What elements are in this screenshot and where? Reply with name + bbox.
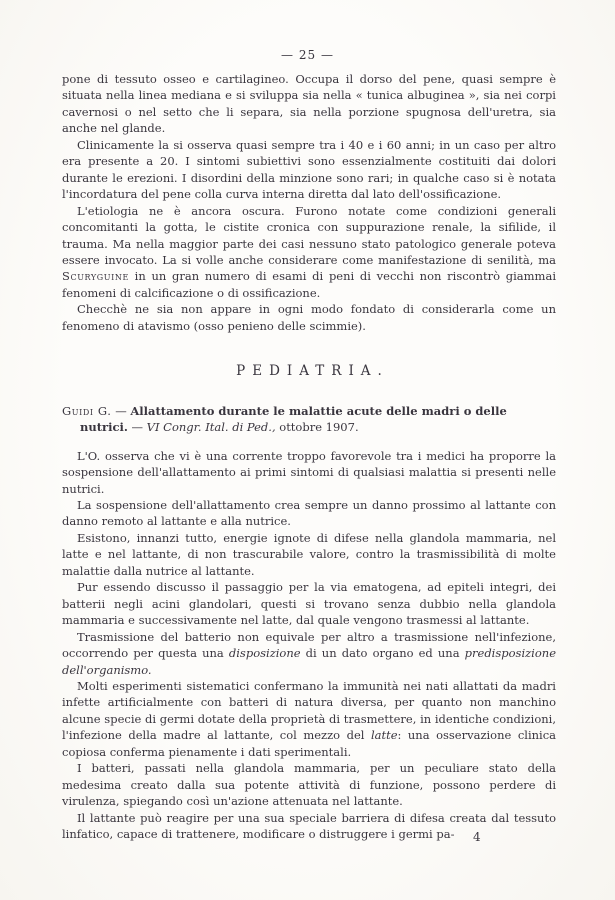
paragraph	[62, 629, 556, 678]
cited-author-name: Scuryguine	[62, 269, 129, 284]
paragraph-text: Molti esperimenti sistematici confermano la immunità nei nati allattati da madri infette artificialmente con batteri di natura diversa, per quanto non manchino alcune specie di germi dotate della proprietà di trasmettere, in identiche condizioni, l'infezione della madre al lattante, col mezzo del	[62, 678, 556, 743]
article-source: VI Congr. Ital. di Ped.,	[146, 420, 276, 435]
emphasized-term: latte	[370, 728, 398, 743]
emphasized-term: predisposizione dell'organismo.	[62, 646, 556, 677]
paragraph	[62, 203, 556, 302]
paragraph-text: in un gran numero di esami di peni di vecchi non riscontrò giammai fenomeni di calcificazione o di ossificazione.	[62, 269, 556, 300]
paragraph-continuation: pone di tessuto osseo e cartilagineo. Occupa il dorso del pene, quasi sempre è situata nella linea mediana e si sviluppa sia nella « tunica albuginea », sia nei corpi cavernosi o nel setto che li separa, sia nella porzione spugnosa dell'uretra, sia anche nel glande.	[62, 72, 556, 136]
dash-separator: —	[111, 403, 131, 418]
article-author: Guidi G.	[62, 403, 112, 418]
paragraph: Esistono, innanzi tutto, energie ignote di difese nella glandola mammaria, nel latte e nel lattante, di non trascurabile valore, contro la trasmissibilità di molte malattie dalla nutrice al lattante.	[62, 530, 556, 578]
paragraph: Il lattante può reagire per una sua speciale barriera di difesa creata dal tessuto linfatico, capace di trattenere, modificare o distruggere i germi pa-	[62, 810, 556, 842]
article-title: Allattamento durante le malattie acute delle madri o delle nutrici.	[80, 403, 507, 435]
paragraph: La sospensione dell'allattamento crea sempre un danno prossimo al lattante con danno remoto al lattante e alla nutrice.	[62, 497, 556, 529]
paragraph: Checchè ne sia non appare in ogni modo fondato di considerarla come un fenomeno di atavismo (osso penieno delle scimmie).	[62, 302, 556, 333]
signature-number: 4	[473, 830, 481, 844]
article-source-date: ottobre 1907.	[275, 420, 359, 435]
dash-separator: —	[127, 420, 147, 435]
article-entry	[62, 403, 556, 436]
section-heading: PEDIATRIA.	[236, 363, 389, 380]
emphasized-term: disposizione	[228, 646, 301, 661]
paragraph: Clinicamente la si osserva quasi sempre tra i 40 e i 60 anni; in un caso per altro era presente a 20. I sintomi subiettivi sono essenzialmente costituiti dai dolori durante le erezioni. I disordini della minzione sono rari; in qualche caso si è notata l'incordatura del pene colla curva interna diretta dal lato dell'ossificazione.	[62, 137, 556, 202]
paragraph-text: Trasmissione del batterio non equivale per altro a trasmissione nell'infezione, occorrendo per questa una	[62, 629, 556, 661]
paragraph	[62, 678, 556, 760]
page-number-top: — 25 —	[281, 48, 334, 62]
paragraph-text: di un dato organo ed una	[300, 646, 465, 661]
paragraph: I batteri, passati nella glandola mammaria, per un peculiare stato della medesima creato dalla sua potente attività di funzione, possono perdere di virulenza, spiegando così un'azione attenuata nel lattante.	[62, 761, 556, 809]
paragraph-text: L'etiologia ne è ancora oscura. Furono notate come condizioni generali concomitanti la gotta, le cistite cronica con suppurazione renale, la sifilide, il trauma. Ma nella maggior parte dei casi nessuno stato patologico generale poteva essere invocato. La si volle anche considerare come manifestazione di senilità, ma	[62, 203, 556, 267]
paragraph: L'O. osserva che vi è una corrente troppo favorevole tra i medici ha proporre la sospensione dell'allattamento ai primi sintomi di qualsiasi malattia si presenti nelle nutrici.	[62, 448, 556, 496]
text-column	[62, 71, 556, 842]
paragraph-text: : una osservazione clinica copiosa conferma pienamente i dati sperimentali.	[62, 728, 556, 759]
paragraph: Pur essendo discusso il passaggio per la via ematogena, ad epiteli integri, dei batterii negli acini glandolari, questi si trovano senza dubbio nella glandola mammaria e successivamente nel latte, dal quale vengono trasmessi al lattante.	[62, 580, 556, 628]
